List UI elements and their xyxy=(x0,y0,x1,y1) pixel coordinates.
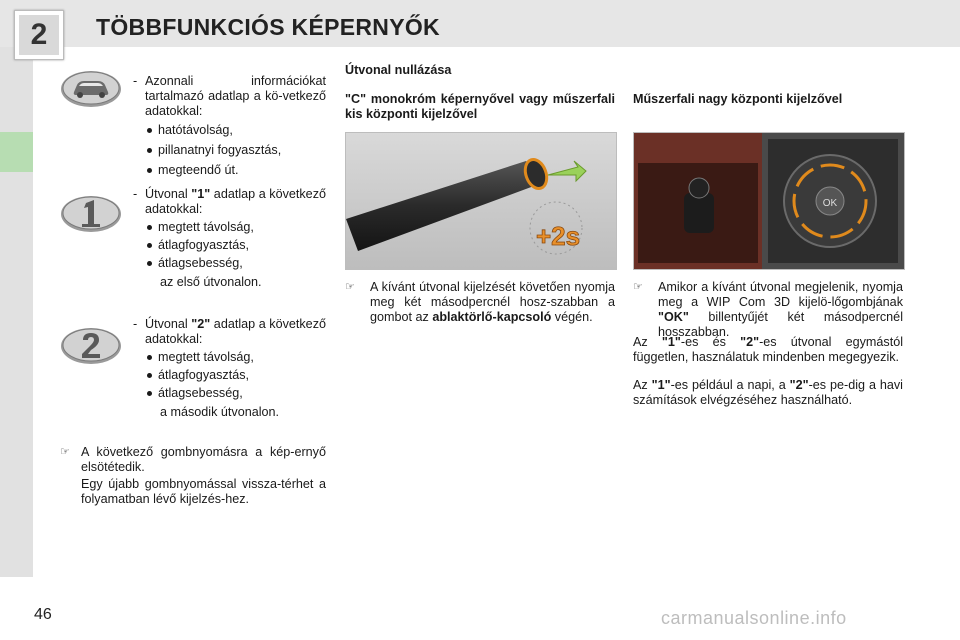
car-bullet-3: megteendő út. xyxy=(145,163,326,178)
svg-text:OK: OK xyxy=(822,198,838,209)
car-bullet-2: pillanatnyi fogyasztás, xyxy=(145,143,326,158)
pointing-hand-icon: ☞ xyxy=(60,446,70,458)
trip-1-bullet-2: átlagfogyasztás, xyxy=(145,238,326,253)
trip-2-bullet-2: átlagfogyasztás, xyxy=(145,368,326,383)
watermark: carmanualsonline.info xyxy=(661,608,847,628)
wip-com-3d-image xyxy=(633,132,905,270)
display-off-p2: Egy újabb gombnyomással vissza-térhet a folyamatban lévő kijelzés-hez. xyxy=(81,477,326,506)
trip-1-section xyxy=(133,187,326,290)
trip-1-bullet-3: átlagsebesség, xyxy=(145,256,326,271)
pointing-hand-icon: ☞ xyxy=(633,281,643,293)
car-section xyxy=(133,74,326,178)
section-heading: Útvonal nullázása xyxy=(345,63,452,77)
sidebar-band xyxy=(0,47,33,577)
pointing-hand-icon: ☞ xyxy=(345,281,355,293)
trip-2-icon xyxy=(60,327,122,365)
trip-1-icon xyxy=(60,195,122,233)
car-bullet-1: hatótávolság, xyxy=(145,123,326,138)
car-icon xyxy=(60,70,122,108)
right-note-1-text: Amikor a kívánt útvonal megjelenik, nyomja meg a WIP Com 3D kijelö-lőgombjának "OK" billentyűjét két másodpercnél hosszabban. xyxy=(658,280,903,339)
trip-1-tail: az első útvonalon. xyxy=(160,275,262,289)
reset-note xyxy=(345,280,615,325)
monochrome-subheading: "C" monokróm képernyővel vagy műszerfali kis központi kijelzővel xyxy=(345,92,615,121)
dash-marker: - xyxy=(133,74,138,88)
trip-2-bullet-3: átlagsebesség, xyxy=(145,386,326,401)
trip-1-intro: Útvonal "1" adatlap a következő adatokkal: xyxy=(145,187,326,216)
page-number: 46 xyxy=(34,606,52,623)
trip-1-bullet-1: megtett távolság, xyxy=(145,220,326,235)
trip-2-tail: a második útvonalon. xyxy=(160,405,280,419)
trip-2-intro: Útvonal "2" adatlap a következő adatokkal: xyxy=(145,317,326,346)
car-intro: Azonnali információkat tartalmazó adatlap a kö-vetkező adatokkal: xyxy=(145,74,326,118)
right-paragraph-2: Az "1"-es és "2"-es útvonal egymástól független, használatuk mindenben megegyezik. xyxy=(633,335,903,364)
display-off-p1: A következő gombnyomásra a kép-ernyő elsötétedik. xyxy=(81,445,326,474)
chapter-number: 2 xyxy=(30,18,48,51)
display-off-note xyxy=(60,445,326,507)
dash-marker: - xyxy=(133,187,138,201)
right-note-1 xyxy=(633,280,903,340)
two-seconds-label: +2s xyxy=(535,221,581,251)
page-title: TÖBBFUNKCIÓS KÉPERNYŐK xyxy=(96,14,440,40)
chapter-number-box xyxy=(14,10,64,60)
trip-2-section xyxy=(133,317,326,420)
trip-2-bullet-1: megtett távolság, xyxy=(145,350,326,365)
wiper-stalk-image xyxy=(345,132,617,270)
reset-note-text: A kívánt útvonal kijelzését követően nyomja meg két másodpercnél hosz-szabban a gombot az ablaktörlő-kapcsoló végén. xyxy=(370,280,615,324)
chapter-tab-marker xyxy=(0,132,33,172)
right-paragraph-3: Az "1"-es például a napi, a "2"-es pe-dig a havi számítások elvégzéséhez használható. xyxy=(633,378,903,407)
dash-marker: - xyxy=(133,317,138,331)
large-display-subheading: Műszerfali nagy központi kijelzővel xyxy=(633,92,843,106)
